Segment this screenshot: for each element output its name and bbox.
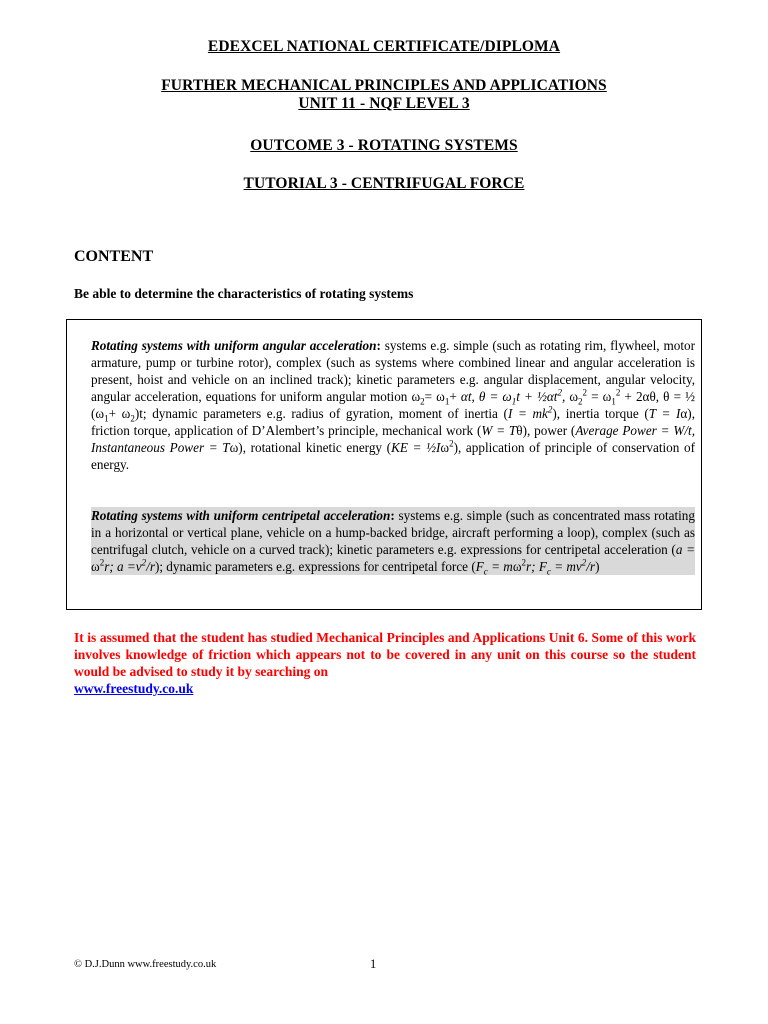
page-number: 1 xyxy=(370,957,377,971)
content-heading: CONTENT xyxy=(74,248,154,265)
freestudy-link[interactable]: www.freestudy.co.uk xyxy=(74,681,194,696)
assumption-note xyxy=(74,629,696,697)
p1-title: Rotating systems with uniform angular acceleration xyxy=(91,338,377,353)
note-text: It is assumed that the student has studied Mechanical Principles and Applications Unit 6. Some of this work involves knowledge of friction which appears not to be covered in any unit on this course so the student would be advised to study it by searching on xyxy=(74,630,696,679)
angular-acceleration-paragraph: Rotating systems with uniform angular acceleration: systems e.g. simple (such as rotating rim, flywheel, motor armature, pump or turbine rotor), complex (such as systems where combined linear and angular acceleration is present, hoist and vehicle on an inclined track); kinetic parameters e.g. angular displacement, angular velocity, angular acceleration, equations for uniform angular motion $\omega_2= \omega_1+ \alpha t$, $\theta = \omega_1t$ + $\frac{1}{2}\alpha t^2$, $\omega_2^2 = \omega_1^2 + 2\alpha\theta$, θ = ½ $(\omega_1+ \omega_2)t$; dynamic parameters e.g. radius of gyration, moment of inertia $(I = mk^2)$, inertia torque (T = Iα), friction torque, application of D’Alembert’s principle, mechanical work (W = Tθ), power (Average Power = W/t, Instantaneous Power = Tω), rotational kinetic energy $(KE = \frac{1}{2}I\omega^2)$, application of principle of conservation of energy. xyxy=(91,338,696,472)
tutorial-title: TUTORIAL 3 - CENTRIFUGAL FORCE xyxy=(243,175,525,192)
outcome-title: OUTCOME 3 - ROTATING SYSTEMS xyxy=(250,137,518,154)
unit-title: UNIT 11 - NQF LEVEL 3 xyxy=(298,95,470,112)
document-title: EDEXCEL NATIONAL CERTIFICATE/DIPLOMA xyxy=(207,38,561,55)
footer-copyright: © D.J.Dunn www.freestudy.co.uk xyxy=(74,959,217,970)
p2-title: Rotating systems with uniform centripetal acceleration xyxy=(91,508,391,523)
centripetal-acceleration-paragraph: Rotating systems with uniform centripetal acceleration: systems e.g. simple (such as concentrated mass rotating in a horizontal or vertical plane, vehicle on a hump-backed bridge, aircraft performing a loop), complex (such as centrifugal clutch, vehicle on a curved track); kinetic parameters e.g. expressions for centripetal acceleration ($a = \omega^2r$; $a =v^2/r$); dynamic parameters e.g. expressions for centripetal force ($F_c = m\omega^2r$; $F_c = mv^2/r$) xyxy=(91,508,695,577)
course-title: FURTHER MECHANICAL PRINCIPLES AND APPLICATIONS xyxy=(161,77,607,94)
intro-text: Be able to determine the characteristics of rotating systems xyxy=(74,286,414,301)
course-title-block xyxy=(0,77,768,113)
